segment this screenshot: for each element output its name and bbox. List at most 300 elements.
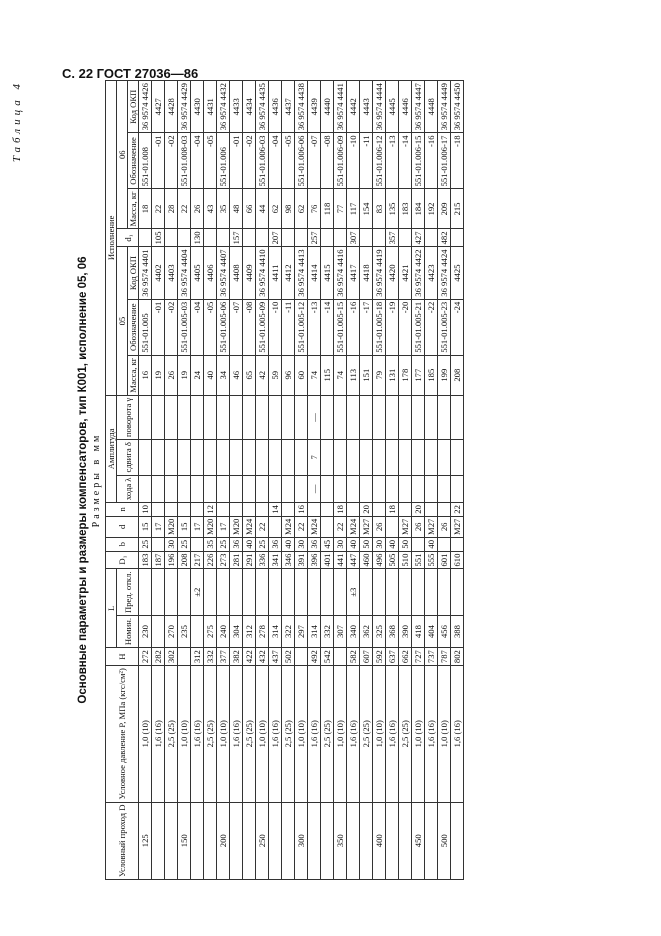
- table-cell-p: 1,6 (16): [386, 666, 399, 802]
- table-cell-b: 40: [347, 537, 360, 551]
- table-cell-d1: [334, 229, 347, 247]
- table-cell-a2: [243, 440, 256, 475]
- table-cell-d: 22: [295, 516, 308, 537]
- table-cell-p: 1,6 (16): [269, 666, 282, 802]
- table-cell-L: 312: [243, 615, 256, 647]
- table-cell-d1: [321, 229, 334, 247]
- table-cell-H: 542: [321, 648, 334, 666]
- table-cell-dy: [204, 802, 217, 879]
- table-cell-a1: [204, 475, 217, 503]
- table-cell-k6: 4427: [152, 81, 165, 134]
- table-cell-tol: [230, 569, 243, 616]
- table-cell-m5: 74: [308, 355, 321, 395]
- table-cell-o5: 551-01.005: [139, 299, 152, 355]
- table-cell-dy: 125: [139, 802, 152, 879]
- table-cell-a1: [360, 475, 373, 503]
- table-cell-b: 36: [269, 537, 282, 551]
- table-cell-tol: [178, 569, 191, 616]
- col-okp-05: Код ОКП: [128, 247, 139, 299]
- table-cell-k5: 36 9574 4413: [295, 247, 308, 299]
- table-cell-d: M24: [282, 516, 295, 537]
- table-cell-d: M27: [425, 516, 438, 537]
- table-row: [139, 81, 152, 880]
- table-cell-n: [178, 503, 191, 517]
- table-cell-n: 12: [204, 503, 217, 517]
- table-row: [178, 81, 191, 880]
- table-cell-n: [152, 503, 165, 517]
- table-cell-H: 492: [308, 648, 321, 666]
- table-cell-d: M24: [243, 516, 256, 537]
- table-cell-o6: -16: [425, 133, 438, 189]
- table-cell-a1: —: [308, 475, 321, 503]
- table-cell-o5: -10: [269, 299, 282, 355]
- table-cell-n: 18: [334, 503, 347, 517]
- table-cell-tol: [243, 569, 256, 616]
- table-cell-n: [308, 503, 321, 517]
- table-cell-a3: [373, 395, 386, 439]
- table-cell-m5: 96: [282, 355, 295, 395]
- table-cell-tol: [386, 569, 399, 616]
- table-cell-o6: 551-01.006-09: [334, 133, 347, 189]
- table-cell-m6: 44: [256, 189, 269, 229]
- table-cell-H: [334, 648, 347, 666]
- table-cell-D1: 336: [256, 551, 269, 569]
- table-cell-d1: [295, 229, 308, 247]
- table-cell-k6: 4442: [347, 81, 360, 134]
- table-row: [282, 81, 295, 880]
- table-cell-m6: 83: [373, 189, 386, 229]
- table-cell-o6: 551-01.008-03: [178, 133, 191, 189]
- table-cell-n: [321, 503, 334, 517]
- table-cell-k6: 4443: [360, 81, 373, 134]
- table-cell-p: 1,0 (10): [217, 666, 230, 802]
- table-cell-dy: 150: [178, 802, 191, 879]
- table-cell-D1: 460: [360, 551, 373, 569]
- table-cell-tol: [282, 569, 295, 616]
- table-cell-m5: 19: [152, 355, 165, 395]
- table-cell-tol: [399, 569, 412, 616]
- table-cell-m6: 98: [282, 189, 295, 229]
- table-cell-o5: -02: [165, 299, 178, 355]
- table-cell-m6: 183: [399, 189, 412, 229]
- table-cell-L: 368: [386, 615, 399, 647]
- table-cell-m6: 22: [152, 189, 165, 229]
- table-cell-a2: [269, 440, 282, 475]
- table-cell-p: 1,6 (16): [308, 666, 321, 802]
- table-cell-n: [425, 503, 438, 517]
- table-cell-dy: 500: [438, 802, 451, 879]
- table-cell-m5: 177: [412, 355, 425, 395]
- table-cell-d1: [217, 229, 230, 247]
- table-cell-a3: [139, 395, 152, 439]
- table-cell-a1: [451, 475, 464, 503]
- table-cell-o5: -20: [399, 299, 412, 355]
- table-cell-m5: 79: [373, 355, 386, 395]
- table-cell-o5: -08: [243, 299, 256, 355]
- table-cell-p: 1,6 (16): [191, 666, 204, 802]
- table-cell-k6: 4437: [282, 81, 295, 134]
- table-cell-dy: 350: [334, 802, 347, 879]
- table-cell-m6: 43: [204, 189, 217, 229]
- table-cell-dy: [451, 802, 464, 879]
- table-cell-D1: 601: [438, 551, 451, 569]
- table-cell-k5: 36 9574 4401: [139, 247, 152, 299]
- table-cell-n: [256, 503, 269, 517]
- col-mass-05: Масса, кг: [128, 355, 139, 395]
- table-cell-a3: [360, 395, 373, 439]
- table-cell-H: 637: [386, 648, 399, 666]
- table-cell-L: 404: [425, 615, 438, 647]
- table-cell-dy: [308, 802, 321, 879]
- table-cell-k5: 4420: [386, 247, 399, 299]
- table-cell-a3: [178, 395, 191, 439]
- table-cell-D1: 510: [399, 551, 412, 569]
- table-cell-k5: 36 9574 4404: [178, 247, 191, 299]
- table-cell-o6: -05: [282, 133, 295, 189]
- table-cell-a1: [230, 475, 243, 503]
- table-cell-dy: [282, 802, 295, 879]
- table-cell-k5: 4421: [399, 247, 412, 299]
- table-cell-n: [165, 503, 178, 517]
- table-cell-m6: 215: [451, 189, 464, 229]
- table-cell-n: [230, 503, 243, 517]
- table-cell-d1: [399, 229, 412, 247]
- table-cell-a2: [204, 440, 217, 475]
- table-cell-o5: -04: [191, 299, 204, 355]
- table-cell-b: 30: [295, 537, 308, 551]
- table-cell-d: M27: [451, 516, 464, 537]
- table-cell-m5: 178: [399, 355, 412, 395]
- table-cell-D1: 610: [451, 551, 464, 569]
- table-cell-tol: [165, 569, 178, 616]
- table-cell-H: 502: [282, 648, 295, 666]
- table-cell-dy: [165, 802, 178, 879]
- table-cell-a3: [152, 395, 165, 439]
- table-cell-H: 607: [360, 648, 373, 666]
- table-cell-a1: [399, 475, 412, 503]
- table-cell-m5: 208: [451, 355, 464, 395]
- table-cell-dy: [321, 802, 334, 879]
- table-cell-b: 50: [399, 537, 412, 551]
- table-cell-n: [217, 503, 230, 517]
- table-cell-H: 282: [152, 648, 165, 666]
- col-l-tol: Пред. откл.: [117, 569, 139, 616]
- table-cell-b: 40: [386, 537, 399, 551]
- table-cell-d: M20: [165, 516, 178, 537]
- table-cell-dy: [243, 802, 256, 879]
- table-cell-L: 418: [412, 615, 425, 647]
- table-cell-o6: 551-01.006-17: [438, 133, 451, 189]
- table-row: [451, 81, 464, 880]
- table-cell-D1: 281: [230, 551, 243, 569]
- table-row: [230, 81, 243, 880]
- table-cell-a3: [243, 395, 256, 439]
- table-cell-n: [191, 503, 204, 517]
- table-cell-a3: [165, 395, 178, 439]
- col-dy: Условный проход D: [106, 802, 139, 879]
- table-cell-a3: [282, 395, 295, 439]
- table-cell-p: 1,6 (16): [230, 666, 243, 802]
- table-cell-m5: 59: [269, 355, 282, 395]
- col-d: d: [106, 516, 139, 537]
- table-row: [243, 81, 256, 880]
- units-note: Размеры в мм: [91, 432, 102, 528]
- table-row: [165, 81, 178, 880]
- table-cell-d: M24: [308, 516, 321, 537]
- col-l: L: [106, 569, 117, 648]
- table-cell-n: 18: [386, 503, 399, 517]
- table-cell-L: 388: [451, 615, 464, 647]
- table-cell-a1: [321, 475, 334, 503]
- table-cell-a2: [451, 440, 464, 475]
- table-cell-p: 2,5 (25): [165, 666, 178, 802]
- table-cell-a2: [139, 440, 152, 475]
- table-cell-a1: [256, 475, 269, 503]
- table-cell-L: 390: [399, 615, 412, 647]
- table-cell-k6: 4439: [308, 81, 321, 134]
- col-d1: d₁: [117, 229, 139, 247]
- table-cell-dy: [386, 802, 399, 879]
- table-cell-n: [347, 503, 360, 517]
- table-cell-o5: 551-01.005-03: [178, 299, 191, 355]
- table-cell-m6: 18: [139, 189, 152, 229]
- table-cell-dy: [425, 802, 438, 879]
- table-cell-k5: 4402: [152, 247, 165, 299]
- table-cell-b: [438, 537, 451, 551]
- table-cell-D1: 555: [425, 551, 438, 569]
- table-cell-L: 240: [217, 615, 230, 647]
- table-cell-p: 2,5 (25): [282, 666, 295, 802]
- table-cell-d1: 427: [412, 229, 425, 247]
- table-cell-p: 1,0 (10): [295, 666, 308, 802]
- table-cell-H: 737: [425, 648, 438, 666]
- table-cell-a2: [334, 440, 347, 475]
- table-cell-b: [152, 537, 165, 551]
- table-cell-dy: 400: [373, 802, 386, 879]
- table-cell-H: [295, 648, 308, 666]
- table-cell-o6: 551-01.006-06: [295, 133, 308, 189]
- table-cell-a2: [152, 440, 165, 475]
- table-cell-m6: 192: [425, 189, 438, 229]
- table-cell-dy: [399, 802, 412, 879]
- table-cell-o5: -16: [347, 299, 360, 355]
- table-cell-b: 36: [308, 537, 321, 551]
- table-cell-m6: 22: [178, 189, 191, 229]
- table-cell-a2: [321, 440, 334, 475]
- table-cell-L: 332: [321, 615, 334, 647]
- table-cell-H: 312: [191, 648, 204, 666]
- table-cell-m6: 62: [269, 189, 282, 229]
- table-cell-d1: 307: [347, 229, 360, 247]
- table-cell-d: 17: [152, 516, 165, 537]
- table-cell-o5: -13: [308, 299, 321, 355]
- table-cell-o6: -08: [321, 133, 334, 189]
- table-cell-n: 20: [412, 503, 425, 517]
- table-cell-k5: 4409: [243, 247, 256, 299]
- table-cell-k5: 36 9574 4424: [438, 247, 451, 299]
- table-cell-p: 1,0 (10): [438, 666, 451, 802]
- table-cell-tol: ±3: [347, 569, 360, 616]
- table-cell-L: 297: [295, 615, 308, 647]
- table-cell-k5: 36 9574 4419: [373, 247, 386, 299]
- table-cell-o5: -24: [451, 299, 464, 355]
- table-cell-dy: 250: [256, 802, 269, 879]
- table-cell-d1: [360, 229, 373, 247]
- table-cell-H: [178, 648, 191, 666]
- col-amp-stroke: хода λ: [117, 475, 139, 503]
- table-cell-o5: 551-01.005-23: [438, 299, 451, 355]
- table-cell-m6: 35: [217, 189, 230, 229]
- table-cell-a1: [217, 475, 230, 503]
- table-cell-a1: [373, 475, 386, 503]
- table-row: [269, 81, 282, 880]
- table-cell-k6: 4434: [243, 81, 256, 134]
- table-row: [438, 81, 451, 880]
- table-cell-d1: 105: [152, 229, 165, 247]
- table-cell-n: [243, 503, 256, 517]
- table-cell-k5: 4415: [321, 247, 334, 299]
- table-cell-a2: [178, 440, 191, 475]
- table-cell-H: 592: [373, 648, 386, 666]
- table-cell-o6: -02: [243, 133, 256, 189]
- table-cell-tol: [139, 569, 152, 616]
- table-cell-tol: [334, 569, 347, 616]
- table-cell-o5: 551-01.005-06: [217, 299, 230, 355]
- table-cell-d: 17: [191, 516, 204, 537]
- table-cell-dy: [360, 802, 373, 879]
- table-cell-n: 14: [269, 503, 282, 517]
- table-cell-a3: [269, 395, 282, 439]
- table-body: [139, 81, 464, 880]
- table-cell-D1: 551: [412, 551, 425, 569]
- table-cell-L: 340: [347, 615, 360, 647]
- table-cell-d: M27: [399, 516, 412, 537]
- table-cell-L: 235: [178, 615, 191, 647]
- table-cell-D1: 441: [334, 551, 347, 569]
- table-cell-a3: [217, 395, 230, 439]
- table-cell-a1: [295, 475, 308, 503]
- table-cell-p: 1,6 (16): [451, 666, 464, 802]
- table-cell-H: 422: [243, 648, 256, 666]
- table-cell-m6: 62: [295, 189, 308, 229]
- table-cell-k6: 4433: [230, 81, 243, 134]
- table-row: [152, 81, 165, 880]
- table-cell-d1: 130: [191, 229, 204, 247]
- table-row: [399, 81, 412, 880]
- table-cell-b: 45: [321, 537, 334, 551]
- table-cell-k6: 36 9574 4450: [451, 81, 464, 134]
- table-cell-H: 272: [139, 648, 152, 666]
- table-cell-m5: 60: [295, 355, 308, 395]
- table-cell-a3: [399, 395, 412, 439]
- table-cell-k6: 36 9574 4438: [295, 81, 308, 134]
- table-cell-tol: [204, 569, 217, 616]
- table-cell-a3: [386, 395, 399, 439]
- table-cell-d: 26: [373, 516, 386, 537]
- table-cell-H: 582: [347, 648, 360, 666]
- table-cell-b: 40: [243, 537, 256, 551]
- table-cell-d: [269, 516, 282, 537]
- table-cell-d1: 257: [308, 229, 321, 247]
- table-cell-k6: 36 9574 4429: [178, 81, 191, 134]
- table-cell-a2: [295, 440, 308, 475]
- table-cell-d: [386, 516, 399, 537]
- table-cell-tol: [308, 569, 321, 616]
- table-cell-L: [191, 615, 204, 647]
- table-cell-m5: 40: [204, 355, 217, 395]
- table-cell-a2: [256, 440, 269, 475]
- table-cell-o6: 551-01.006-03: [256, 133, 269, 189]
- table-cell-a3: [204, 395, 217, 439]
- table-cell-b: 25: [217, 537, 230, 551]
- table-cell-o5: -01: [152, 299, 165, 355]
- table-cell-L: 270: [165, 615, 178, 647]
- table-cell-D1: 396: [308, 551, 321, 569]
- table-cell-H: 377: [217, 648, 230, 666]
- table-cell-L: 314: [308, 615, 321, 647]
- table-cell-m5: 19: [178, 355, 191, 395]
- table-cell-L: 456: [438, 615, 451, 647]
- table-cell-a2: [217, 440, 230, 475]
- table-caption: Основные параметры и размеры компенсаторов, тип К001, исполнение 05, 06: [77, 256, 89, 704]
- table-cell-dy: 450: [412, 802, 425, 879]
- table-cell-a1: [386, 475, 399, 503]
- table-cell-b: [412, 537, 425, 551]
- table-cell-a2: [386, 440, 399, 475]
- table-cell-m6: 154: [360, 189, 373, 229]
- table-cell-n: 10: [139, 503, 152, 517]
- table-cell-k5: 4418: [360, 247, 373, 299]
- table-cell-k6: 36 9574 4426: [139, 81, 152, 134]
- table-cell-m5: 16: [139, 355, 152, 395]
- table-cell-d: 22: [256, 516, 269, 537]
- table-cell-o6: -05: [204, 133, 217, 189]
- table-cell-o5: -22: [425, 299, 438, 355]
- table-row: [425, 81, 438, 880]
- table-cell-p: 2,5 (25): [360, 666, 373, 802]
- table-cell-d1: [178, 229, 191, 247]
- table-cell-o6: -02: [165, 133, 178, 189]
- table-cell-d1: [373, 229, 386, 247]
- table-row: [191, 81, 204, 880]
- table-cell-b: 25: [178, 537, 191, 551]
- table-cell-a3: [334, 395, 347, 439]
- table-cell-b: 35: [204, 537, 217, 551]
- page-header: С. 22 ГОСТ 27036—86: [62, 66, 199, 81]
- table-cell-n: 22: [451, 503, 464, 517]
- table-cell-dy: 300: [295, 802, 308, 879]
- table-cell-a1: [269, 475, 282, 503]
- table-cell-b: [191, 537, 204, 551]
- col-v05: 05: [117, 247, 128, 395]
- table-cell-L: 230: [139, 615, 152, 647]
- table-cell-p: 2,5 (25): [399, 666, 412, 802]
- table-cell-a1: [152, 475, 165, 503]
- table-cell-b: 36: [230, 537, 243, 551]
- table-cell-m5: 151: [360, 355, 373, 395]
- col-h: H: [106, 648, 139, 666]
- table-cell-o5: 551-01.005-12: [295, 299, 308, 355]
- table-cell-dy: [191, 802, 204, 879]
- table-cell-o5: -05: [204, 299, 217, 355]
- table-cell-a3: [191, 395, 204, 439]
- table-cell-D1: 346: [282, 551, 295, 569]
- table-cell-o5: 551-01.005-18: [373, 299, 386, 355]
- table-row: [373, 81, 386, 880]
- table-cell-dy: [230, 802, 243, 879]
- table-cell-L: 325: [373, 615, 386, 647]
- table-cell-D1: 208: [178, 551, 191, 569]
